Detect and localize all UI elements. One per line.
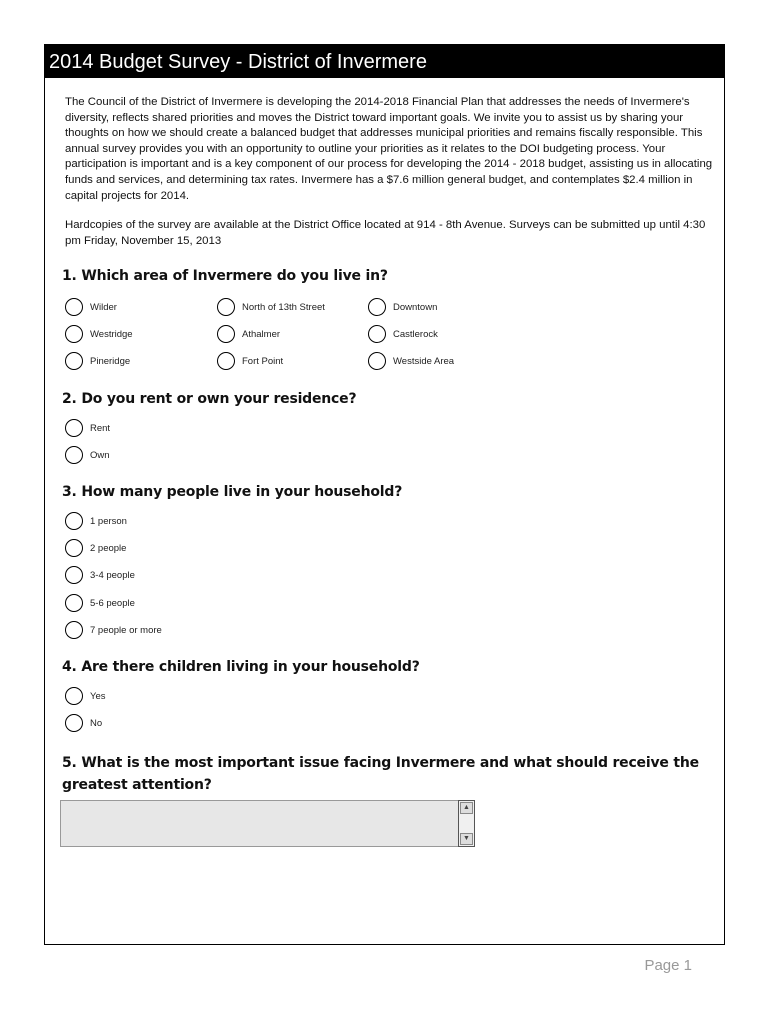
scroll-up-icon[interactable]: ▲ [460,802,473,814]
answer-field-scrollbar[interactable] [458,800,475,847]
option-label: Rent [90,422,111,434]
q2-option-own[interactable] [65,445,110,465]
option-label: Downtown [393,301,438,313]
question-4-heading: 4. Are there children living in your household? [62,659,420,675]
option-label: 1 person [90,515,127,527]
option-label: Castlerock [393,328,438,340]
q1-option-athalmer[interactable] [217,324,280,344]
radio-button[interactable] [368,352,386,370]
question-5-answer-field[interactable] [60,800,474,847]
option-label: Fort Point [242,355,284,367]
question-3-heading: 3. How many people live in your household? [62,484,403,500]
radio-button[interactable] [65,566,83,584]
radio-button[interactable] [65,298,83,316]
radio-button[interactable] [368,325,386,343]
option-label: Yes [90,690,106,702]
q3-option-5-6-people[interactable] [65,593,135,613]
q1-option-westside-area[interactable] [368,351,454,371]
radio-button[interactable] [65,352,83,370]
question-1-heading: 1. Which area of Invermere do you live in? [62,268,388,284]
radio-button[interactable] [65,714,83,732]
q1-option-downtown[interactable] [368,297,437,317]
radio-button[interactable] [65,539,83,557]
option-label: 3-4 people [90,569,135,581]
page-title: 2014 Budget Survey - District of Invermere [45,45,724,78]
option-label: No [90,717,103,729]
radio-button[interactable] [65,621,83,639]
radio-button[interactable] [65,446,83,464]
scroll-down-icon[interactable]: ▼ [460,833,473,845]
option-label: 2 people [90,542,127,554]
option-label: North of 13th Street [242,301,325,313]
submission-info-paragraph: Hardcopies of the survey are available at the District Office located at 914 - 8th Avenue. Surveys can be submitted up until 4:30 pm Friday, November 15, 2013 [65,219,706,247]
q1-option-castlerock[interactable] [368,324,438,344]
q2-option-rent[interactable] [65,418,110,438]
q4-option-yes[interactable] [65,686,106,706]
option-label: Pineridge [90,355,131,367]
question-5-heading: 5. What is the most important issue facing Invermere and what should receive the greatest attention? [62,755,699,793]
survey-form [44,44,725,945]
radio-button[interactable] [217,352,235,370]
intro-paragraph: The Council of the District of Invermere is developing the 2014-2018 Financial Plan that addresses the needs of Invermere's diversity, reflects shared priorities and moves the District toward important goals. We invite you to assist us by sharing your thoughts on how we should create a balanced budget that addresses municipal priorities and remains fiscally responsible. This annual survey provides you with an opportunity to outline your priorities as it relates to the DOI budgeting process. Your participation is important and is a key component of our process for developing the 2014 - 2018 budget, assisting us in allocating funds and services, and determining tax rates. Invermere has a $7.6 million general budget, and contemplates $2.4 million in capital projects for 2014. [65,96,713,202]
option-label: Westside Area [393,355,455,367]
page-number: Page 1 [644,957,692,974]
radio-button[interactable] [65,594,83,612]
radio-button[interactable] [65,687,83,705]
radio-button[interactable] [65,325,83,343]
q3-option-7-or-more[interactable] [65,620,162,640]
radio-button[interactable] [368,298,386,316]
option-label: Athalmer [242,328,281,340]
radio-button[interactable] [65,419,83,437]
option-label: Westridge [90,328,133,340]
radio-button[interactable] [65,512,83,530]
option-label: 5-6 people [90,597,135,609]
option-label: Wilder [90,301,117,313]
q3-option-2-people[interactable] [65,538,126,558]
q1-option-pineridge[interactable] [65,351,130,371]
q1-option-north-of-13th[interactable] [217,297,325,317]
q3-option-3-4-people[interactable] [65,565,135,585]
q4-option-no[interactable] [65,713,102,733]
q1-option-westridge[interactable] [65,324,133,344]
radio-button[interactable] [217,325,235,343]
option-label: Own [90,449,110,461]
q1-option-wilder[interactable] [65,297,117,317]
q3-option-1-person[interactable] [65,511,127,531]
question-2-heading: 2. Do you rent or own your residence? [62,391,357,407]
radio-button[interactable] [217,298,235,316]
q1-option-fort-point[interactable] [217,351,283,371]
option-label: 7 people or more [90,624,162,636]
